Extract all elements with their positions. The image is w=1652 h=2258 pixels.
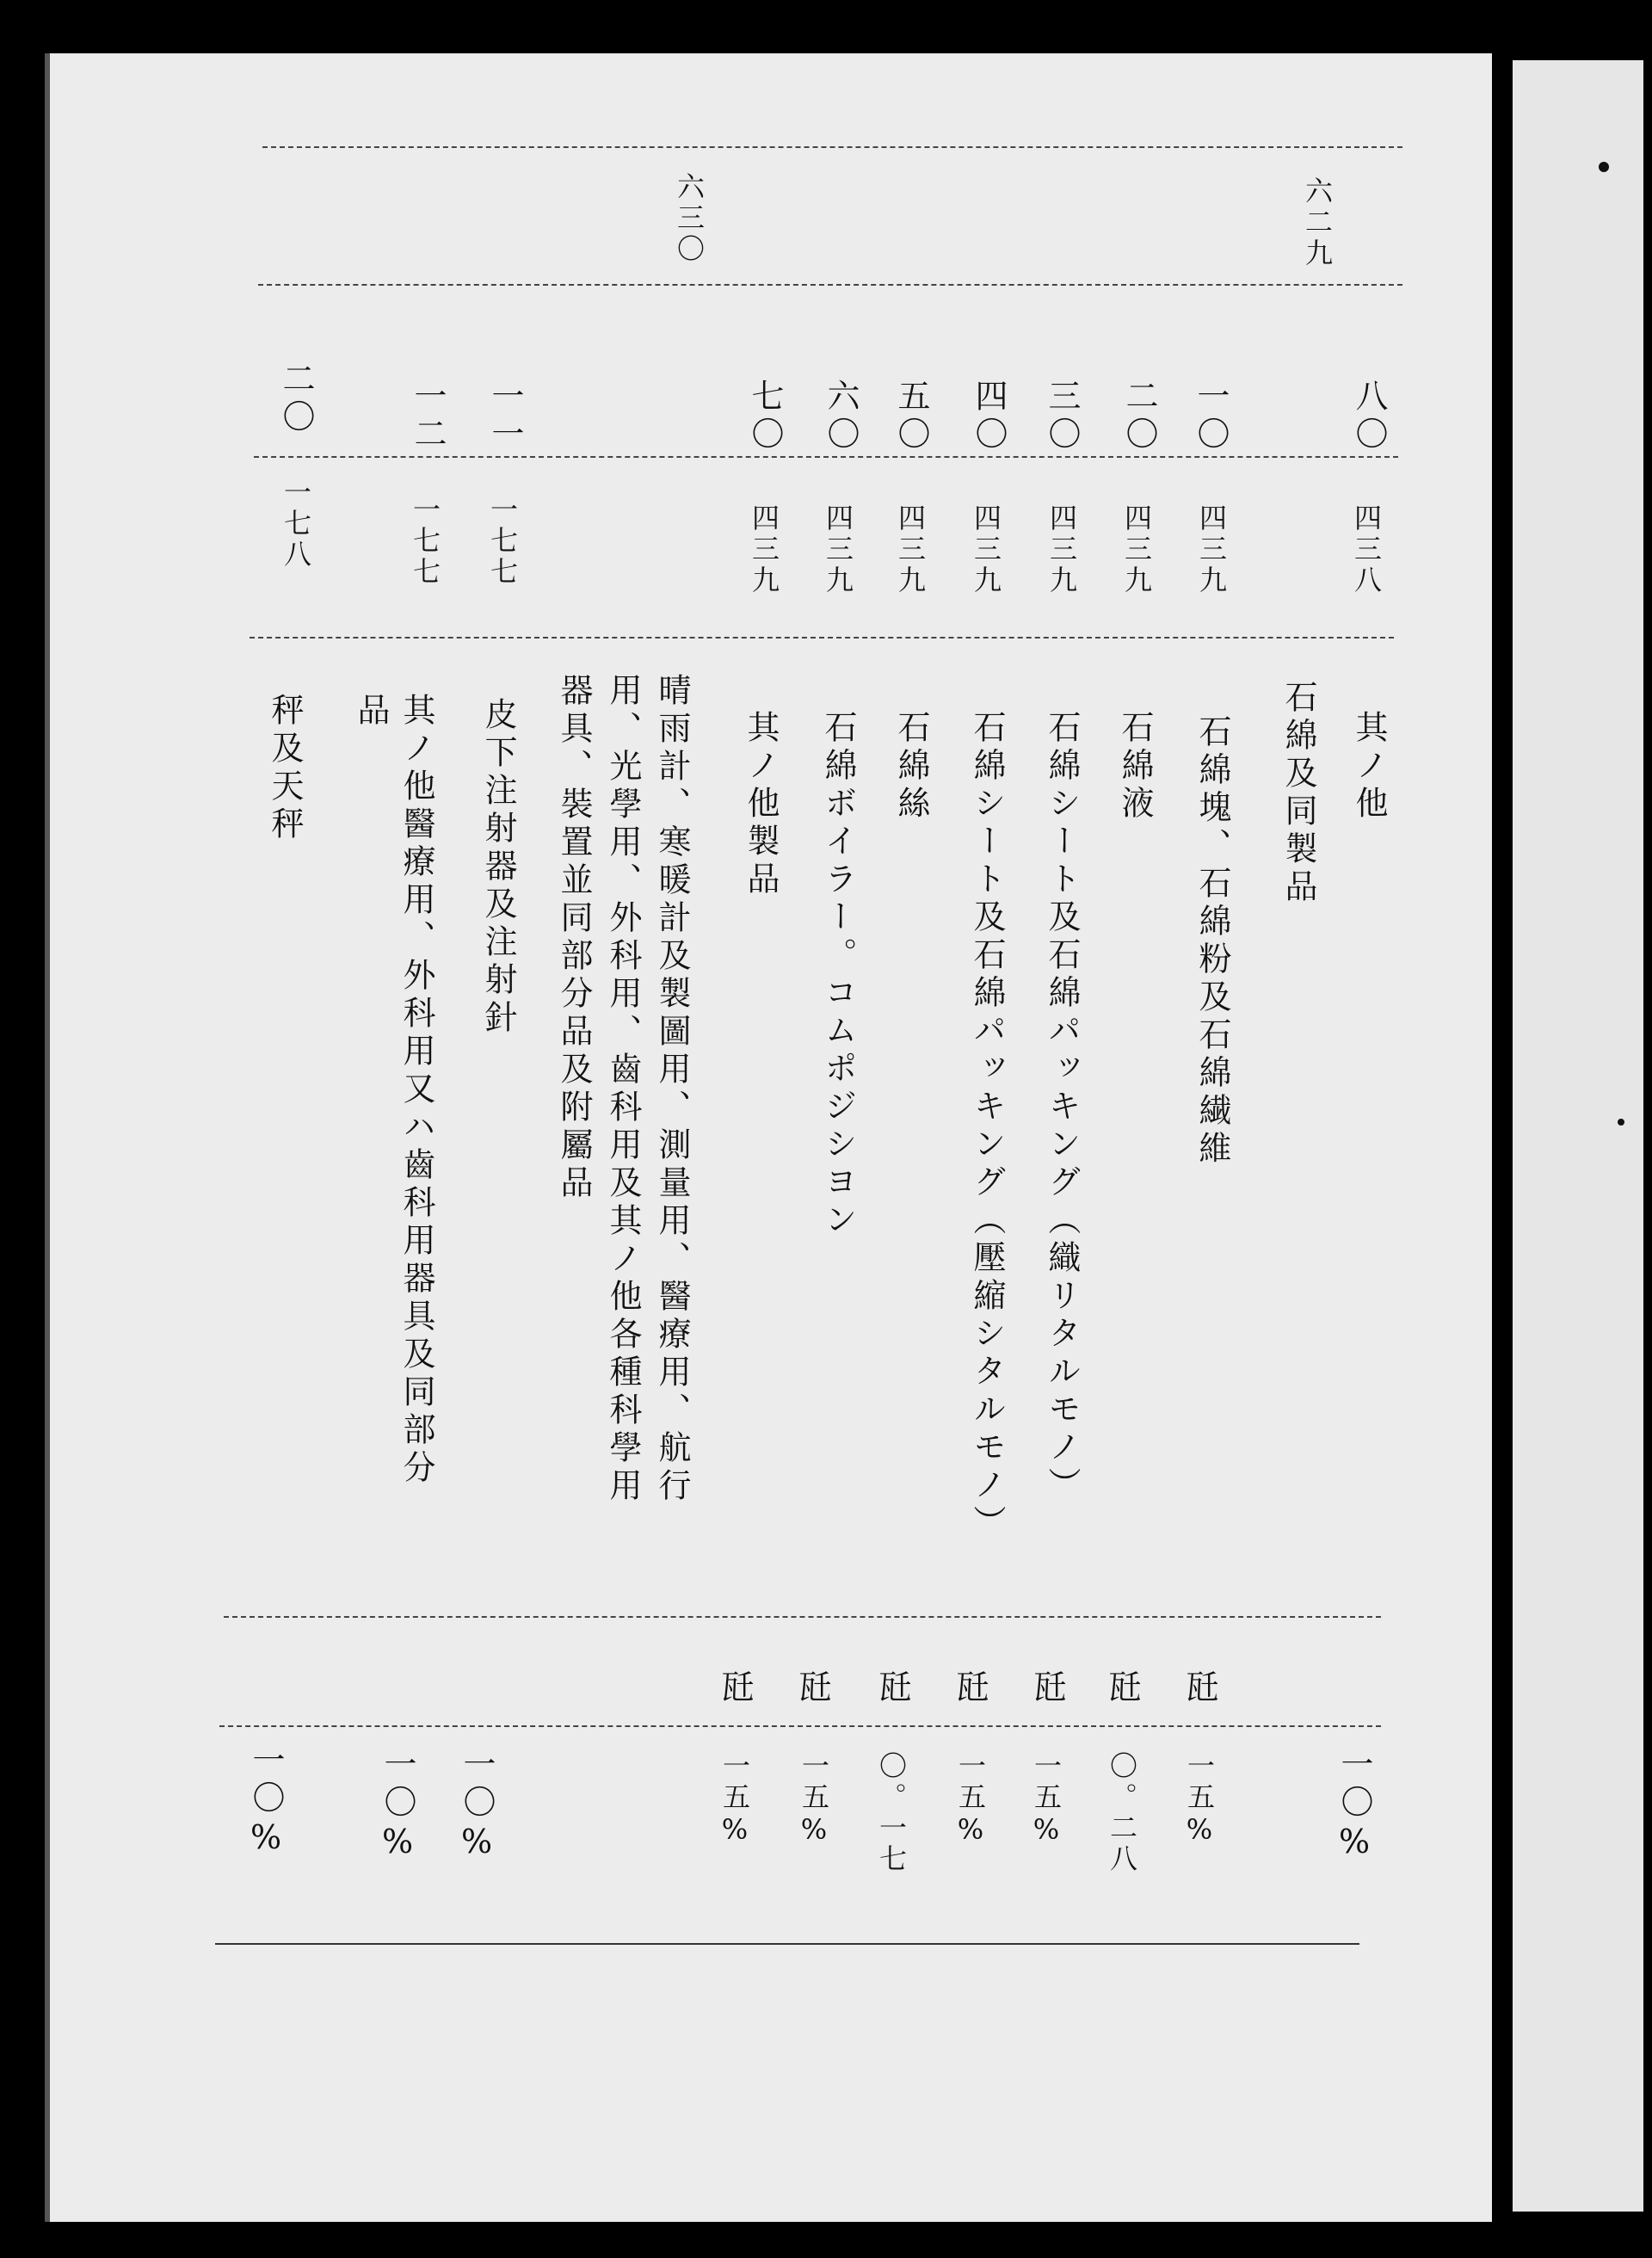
row-desc-line: 用、光學用、外科用、齒科用及其ノ他各種科學用 [604, 673, 642, 1506]
row-num: 五〇 [892, 379, 930, 454]
row-num: 一一 [486, 379, 524, 454]
row-code: 四三九 [1195, 503, 1228, 596]
row-rate: 一五% [798, 1751, 830, 1849]
row-num: 二〇 [1120, 379, 1158, 454]
rule-bottom [215, 1943, 1359, 1945]
row-desc: 石綿及同製品 [1279, 680, 1317, 907]
row-unit: 瓩 [1028, 1669, 1066, 1707]
row-rate: 一五% [954, 1751, 987, 1849]
rule-unit [219, 1725, 1381, 1727]
row-num: 三〇 [1043, 379, 1081, 454]
row-code: 一七七 [409, 495, 441, 588]
speck [1599, 162, 1609, 172]
row-unit: 瓩 [951, 1669, 989, 1707]
row-desc: 石綿シート及石綿パッキング（織リタルモノ） [1043, 710, 1081, 1505]
row-desc: 石綿塊、石綿粉及石綿繊維 [1193, 714, 1231, 1169]
row-num: 二〇 [277, 361, 315, 437]
row-rate: 一〇% [247, 1743, 285, 1861]
row-num: 六〇 [822, 379, 860, 454]
row-desc-line: 其ノ他醫療用、外科用又ハ齒科用器具及同部分 [398, 693, 435, 1488]
row-desc: 石綿液 [1116, 710, 1154, 824]
speck [1618, 1119, 1624, 1126]
rule-code [250, 637, 1394, 639]
row-num: 四〇 [970, 379, 1008, 454]
row-desc: 石綿絲 [892, 710, 930, 824]
page-number-629: 六二九 [1301, 176, 1334, 269]
page-number-630: 六三〇 [673, 172, 706, 265]
row-code: 四三九 [970, 503, 1002, 596]
row-desc: 石綿ボイラー。コムポジシヨン [819, 710, 857, 1240]
row-code: 四三九 [1120, 503, 1153, 596]
row-rate: 一五% [1183, 1751, 1216, 1849]
row-rate: 一五% [718, 1751, 751, 1849]
row-desc-line: 器具、裝置並同部分品及附屬品 [555, 673, 593, 1203]
rule-desc [224, 1616, 1381, 1618]
row-rate: 一〇% [379, 1747, 416, 1866]
row-desc-line: 晴雨計、寒暖計及製圖用、測量用、醫療用、航行 [653, 673, 691, 1506]
row-code: 一七七 [486, 495, 519, 588]
row-rate: 一〇% [1335, 1747, 1373, 1866]
row-num: 八〇 [1350, 379, 1388, 454]
row-code: 四三九 [822, 503, 854, 596]
row-rate: 一〇% [458, 1747, 496, 1866]
rule-header [258, 284, 1402, 286]
facing-page-edge [1513, 60, 1643, 2212]
row-desc: 其ノ他製品 [742, 710, 780, 899]
rule-num [254, 456, 1398, 458]
row-unit: 瓩 [716, 1669, 754, 1707]
row-desc-line: 品 [352, 693, 390, 731]
row-code: 四三八 [1350, 503, 1383, 596]
rule-top [262, 146, 1402, 148]
row-desc: 其ノ他 [1350, 710, 1388, 824]
row-code: 四三九 [748, 503, 780, 596]
row-desc: 石綿シート及石綿パッキング（壓縮シタルモノ） [968, 710, 1006, 1543]
row-num: 一二 [409, 379, 447, 454]
row-unit: 瓩 [1180, 1669, 1218, 1707]
row-rate: 〇。一七 [875, 1751, 908, 1875]
row-code: 四三九 [1045, 503, 1078, 596]
row-rate: 〇。二八 [1106, 1751, 1138, 1875]
row-num: 七〇 [746, 379, 784, 454]
row-unit: 瓩 [793, 1669, 831, 1707]
row-unit: 瓩 [873, 1669, 911, 1707]
row-num: 一〇 [1192, 379, 1230, 454]
row-unit: 瓩 [1103, 1669, 1141, 1707]
row-desc: 秤及天秤 [266, 693, 304, 844]
row-rate: 一五% [1030, 1751, 1063, 1849]
row-desc-line: 皮下注射器及注射針 [479, 697, 517, 1038]
row-code: 四三九 [894, 503, 927, 596]
row-code: 一七八 [280, 478, 312, 571]
